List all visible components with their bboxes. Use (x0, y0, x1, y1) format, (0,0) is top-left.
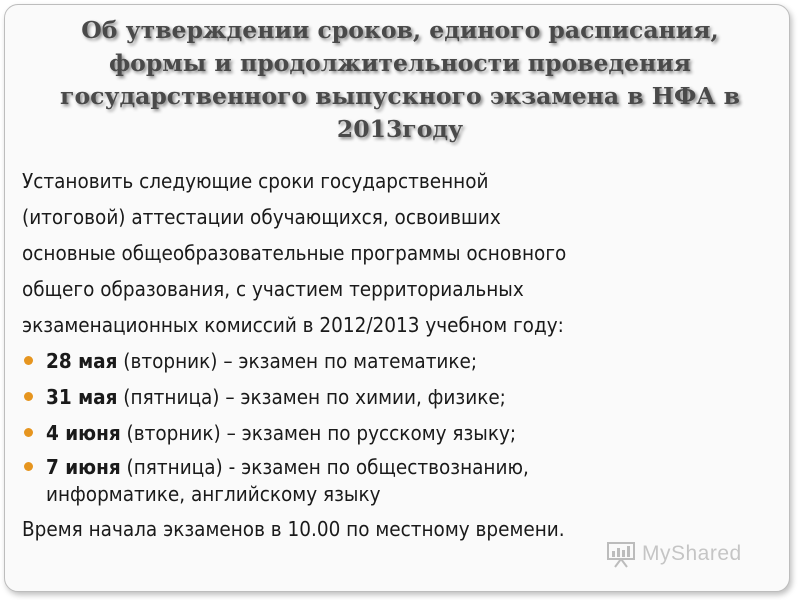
exam-date: 4 июня (46, 421, 121, 445)
slide-title (22, 14, 778, 146)
exam-description: (вторник) – экзамен по русскому языку; (120, 421, 517, 445)
watermark-text: MyShared (642, 542, 742, 565)
title-line-1: Об утверждении сроков, единого расписания, (81, 16, 719, 44)
exam-date: 31 мая (46, 385, 118, 409)
exam-date: 28 мая (46, 349, 118, 373)
exam-item-russian (22, 415, 782, 451)
intro-line-4: общего образования, с участием территориальных (22, 277, 524, 301)
exam-description: (пятница) – экзамен по химии, физике; (117, 385, 506, 409)
exam-description: (вторник) – экзамен по математике; (117, 349, 478, 373)
intro-line-3: основные общеобразовательные программы основного (22, 241, 567, 265)
title-line-2: формы и продолжительности проведения (108, 49, 691, 77)
intro-line-2: (итоговой) аттестации обучающихся, освоивших (22, 205, 501, 229)
intro-line-5: экзаменационных комиссий в 2012/2013 учебном году: (22, 313, 564, 337)
exam-item-chemistry-physics (22, 379, 782, 415)
exam-description: (пятница) - экзамен по обществознанию, (120, 455, 529, 479)
watermark (606, 538, 776, 570)
bullet-icon (24, 356, 33, 365)
exam-date: 7 июня (46, 455, 121, 479)
bullet-icon (24, 462, 33, 471)
title-line-4: 2013году (336, 115, 464, 143)
closing-note: Время начала экзаменов в 10.00 по местному времени. (22, 517, 565, 541)
title-line-3: государственного выпускного экзамена в НФА в (60, 82, 740, 110)
presentation-board-icon (606, 540, 636, 568)
bullet-icon (24, 392, 33, 401)
exam-item-math (22, 343, 782, 379)
slide-body (22, 163, 782, 547)
intro-line-1: Установить следующие сроки государственной (22, 169, 489, 193)
exam-item-social-studies (22, 451, 782, 511)
exam-schedule-list (22, 343, 782, 511)
exam-description-continued: информатике, английскому языку (46, 482, 381, 506)
bullet-icon (24, 428, 33, 437)
